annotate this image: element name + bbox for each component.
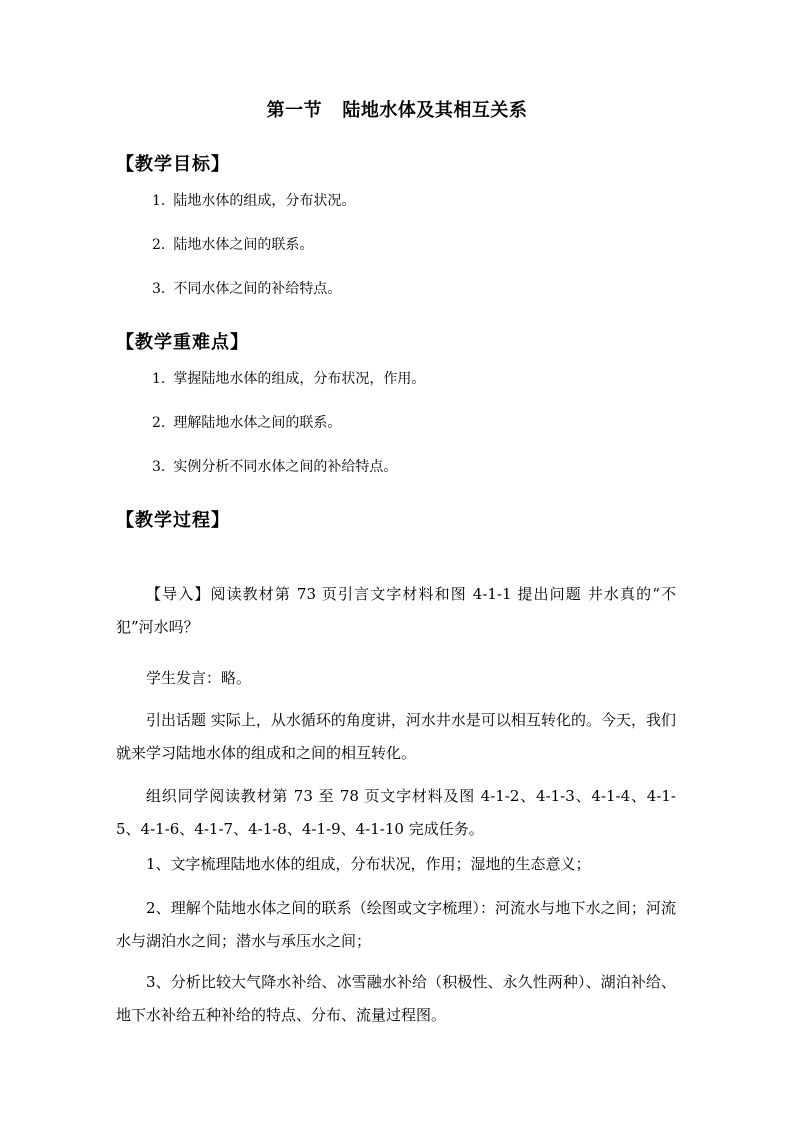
- section-heading-process: 【教学过程】: [116, 510, 230, 531]
- paragraph-task-3: 3、分析比较大气降水补给、冰雪融水补给（积极性、永久性两种）、湖泊补给、地下水补给五种补给的特点、分布、流量过程图。: [116, 973, 676, 1024]
- item-number: 1.: [152, 371, 166, 387]
- item-number: 2.: [152, 237, 166, 253]
- item-text: 不同水体之间的补给特点。: [173, 281, 342, 297]
- item-number: 1.: [152, 193, 166, 209]
- paragraph-student-response: 学生发言：略。: [146, 669, 252, 687]
- item-text: 陆地水体之间的联系。: [173, 237, 314, 253]
- section-heading-objectives: 【教学目标】: [116, 154, 230, 175]
- page-title: 第一节 陆地水体及其相互关系: [266, 100, 528, 121]
- objective-item-1: [152, 190, 355, 210]
- paragraph-topic: 引出话题 实际上，从水循环的角度讲，河水井水是可以相互转化的。今天，我们就来学习陆地水体的组成和之间的相互转化。: [116, 711, 676, 762]
- paragraph-task-2: 2、理解个陆地水体之间的联系（绘图或文字梳理）：河流水与地下水之间；河流水与湖泊水之间；潜水与承压水之间；: [116, 899, 676, 950]
- paragraph-task-1: 1、文字梳理陆地水体的组成，分布状况，作用；湿地的生态意义；: [146, 855, 591, 873]
- objective-item-3: [152, 278, 341, 298]
- key-point-item-1: [152, 368, 425, 388]
- item-text: 掌握陆地水体的组成，分布状况，作用。: [173, 371, 426, 387]
- paragraph-reading-task: 组织同学阅读教材第 73 至 78 页文字材料及图 4-1-2、4-1-3、4-1-4、4-1-5、4-1-6、4-1-7、4-1-8、4-1-9、4-1-10 完成任务。: [116, 787, 676, 838]
- paragraph-intro: 【导入】阅读教材第 73 页引言文字材料和图 4-1-1 提出问题 井水真的“不犯”河水吗？: [116, 585, 676, 636]
- key-point-item-3: [152, 456, 397, 476]
- item-number: 3.: [152, 281, 166, 297]
- item-text: 陆地水体的组成，分布状况。: [173, 193, 356, 209]
- item-number: 2.: [152, 415, 166, 431]
- item-number: 3.: [152, 459, 166, 475]
- section-heading-key-points: 【教学重难点】: [116, 332, 249, 353]
- item-text: 实例分析不同水体之间的补给特点。: [173, 459, 398, 475]
- item-text: 理解陆地水体之间的联系。: [173, 415, 342, 431]
- objective-item-2: [152, 234, 313, 254]
- key-point-item-2: [152, 412, 341, 432]
